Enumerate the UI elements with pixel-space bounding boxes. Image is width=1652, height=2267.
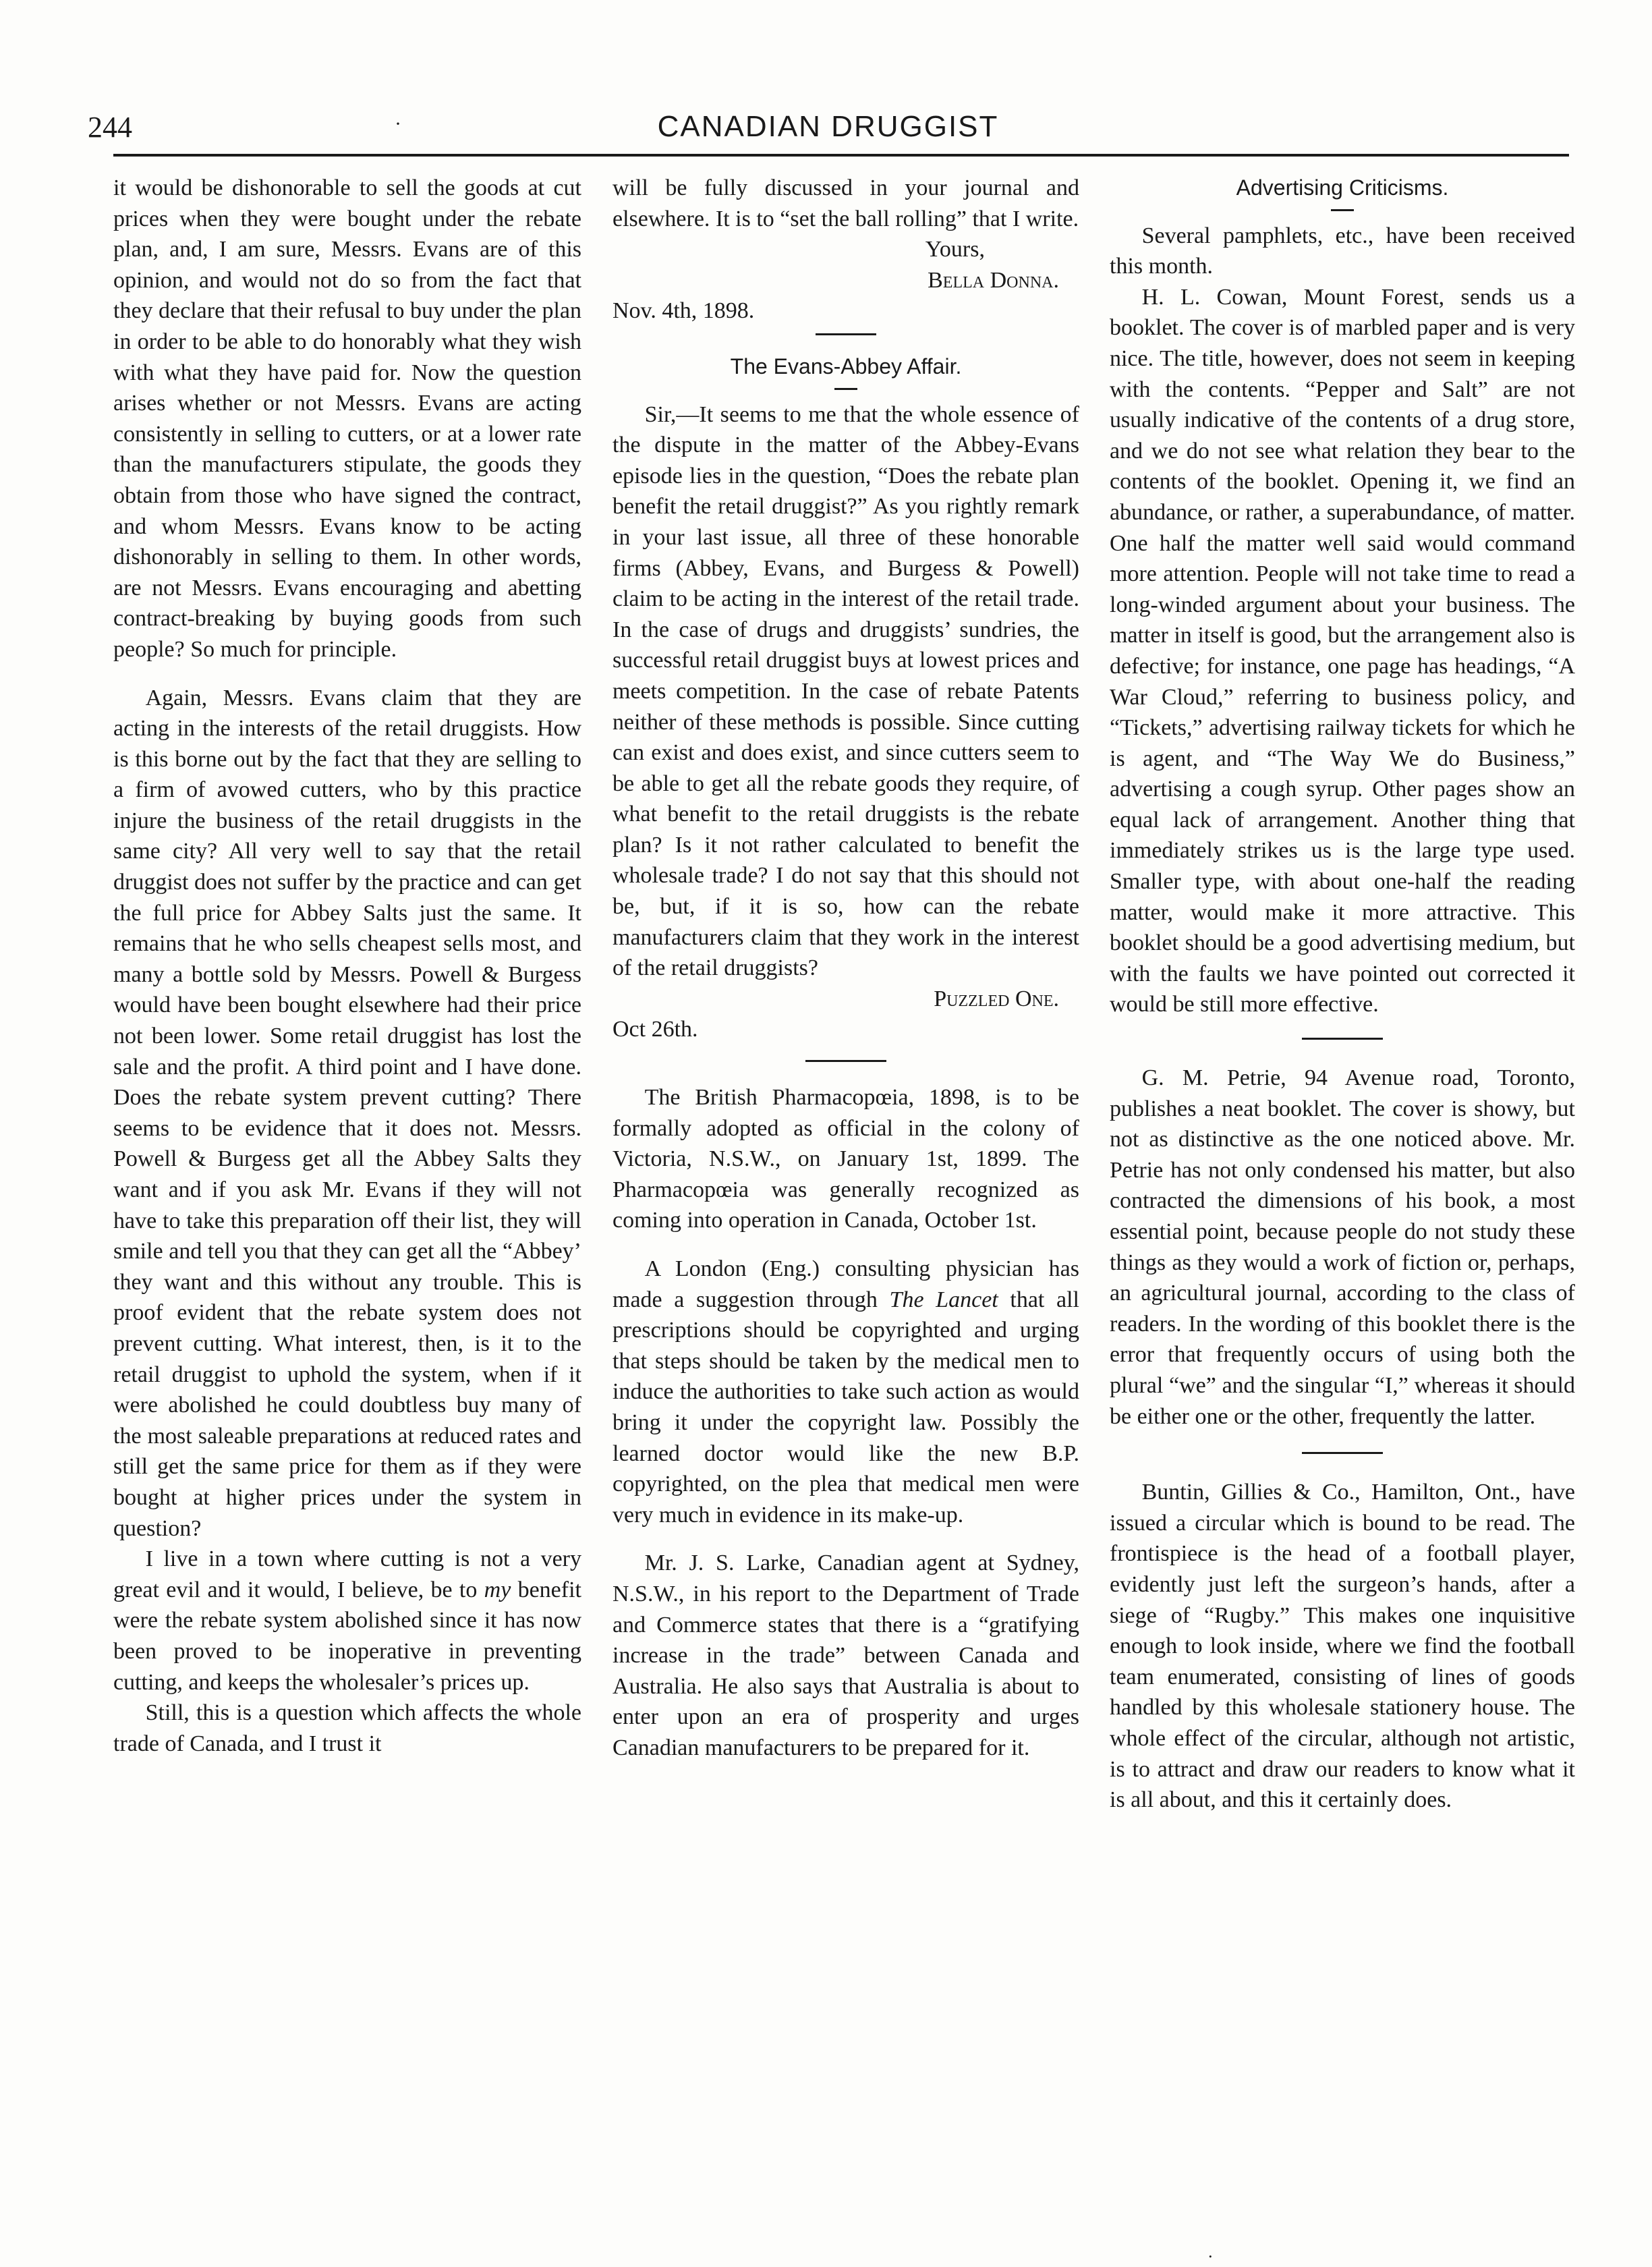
emphasis-the-lancet: The Lancet <box>889 1287 998 1312</box>
column-3 <box>1110 173 1575 1816</box>
header-rule <box>113 154 1569 157</box>
text-run: I live in a town where cutting is not a very great evil and it would, I believe, be to <box>113 1546 581 1602</box>
magazine-title: CANADIAN DRUGGIST <box>657 110 999 143</box>
emphasis-my: my <box>484 1577 511 1602</box>
letter-ending: will be fully discussed in your journal and elsewhere. It is to “set the ball rolling” that I write. <box>613 175 1079 231</box>
paragraph-i-live <box>113 1544 581 1698</box>
heading-rule <box>1331 209 1354 211</box>
paragraph-intro: Several pamphlets, etc., have been received this month. <box>1110 223 1575 279</box>
paragraph-still: Still, this is a question which affects the whole trade of Canada, and I trust it <box>113 1700 581 1756</box>
page-header <box>88 105 1568 152</box>
paragraph-london-physician <box>613 1254 1079 1530</box>
text-run: benefit were the rebate system abolished since it has now been proved to be inoperative in preventing cutting, and keeps the wholesaler’s prices up. <box>113 1577 581 1695</box>
divider <box>805 1060 886 1062</box>
divider <box>816 333 876 335</box>
column-2 <box>613 173 1079 1764</box>
paragraph-again: Again, Messrs. Evans claim that they are acting in the interests of the retail druggists. How is this borne out by the fact that they are selling to a firm of avowed cutters, who by this practice injure the business of the retail druggists in the same city? All very well to say that the retail druggist does not suffer by the practice and can get the full price for Abbey Salts just the same. It remains that he who sells cheapest sells most, and many a bottle sold by Messrs. Powell & Burgess would have been bought elsewhere had their price not been lower. Some retail druggist has lost the sale and the profit. A third point and I have done. Does the rebate system prevent cutting? There seems to be evidence that it does not. Messrs. Powell & Burgess get all the Abbey Salts they want and if you ask Mr. Evans if they will not have to take this preparation off their list, they will smile and tell you that they can get all the “Abbey’ they want and this without any trouble. This is proof evident that the rebate system does not prevent cutting. What interest, then, is it to the retail druggist to uphold the system, when if it were abolished he could doubtless buy many of the most saleable preparations at reduced rates and still get the same price for them as if they were bought at higher prices under the system in question? <box>113 685 581 1541</box>
letter-closing: Yours, <box>925 237 985 262</box>
paragraph-petrie: G. M. Petrie, 94 Avenue road, Toronto, publishes a neat booklet. The cover is showy, but not as distinctive as the one noticed above. Mr. Petrie has not only condensed his matter, but also contracted the dimensions of his book, a most essential point, because people do not study these things as they would a work of fiction or, perhaps, an agricultural journal, according to the class of readers. In the wording of this booklet there is the error that frequently occurs of using both the plural “we” and the singular “I,” whereas it should be either one or the other, frequently the latter. <box>1110 1065 1575 1429</box>
letter-evans-abbey: Sir,—It seems to me that the whole essence of the dispute in the matter of the Abbey-Evans episode lies in the question, “Does the rebate plan benefit the retail druggist?” As you rightly remark in your last issue, all three of these honorable firms (Abbey, Evans, and Burgess & Powell) claim to be acting in the interest of the retail trade. In the case of drugs and druggists’ sundries, the successful retail druggist buys at lowest prices and meets competition. In the case of rebate Patents neither of these methods is possible. Since cutting can exist and does exist, and since cutters seem to be able to get all the rebate goods they require, of what benefit to the retail druggists is the rebate plan? Is it not rather calculated to benefit the wholesale trade? I do not say that this should not be, but, if it is so, how can the rebate manufacturers claim that they work in the interest of the retail druggists? <box>613 401 1079 981</box>
heading-rule <box>834 388 857 390</box>
letter-date: Oct 26th. <box>613 1017 698 1042</box>
divider <box>1302 1038 1383 1040</box>
footer-mark: · <box>1207 2247 1214 2266</box>
paragraph-buntin: Buntin, Gillies & Co., Hamilton, Ont., have issued a circular which is bound to be read. The frontispiece is the head of a football player, evidently just left the surgeon’s hands, after a siege of “Rugby.” This makes one inquisitive enough to look inside, where we find the football team enumerated, consisting of lines of goods handled by this wholesale stationery house. The whole effect of the circular, although not artistic, is to attract and draw our readers to know what it is all about, and this it certainly does. <box>1110 1480 1575 1813</box>
column-1 <box>113 173 581 1759</box>
divider <box>1302 1452 1383 1454</box>
letter-date: Nov. 4th, 1898. <box>613 298 755 324</box>
paragraph-continued: it would be dishonorable to sell the goods at cut prices when they were bought under the rebate plan, and, I am sure, Messrs. Evans are of this opinion, and would not do so from the fact that they declare that their refusal to buy under the plan in order to be able to do honorably what they wish with what they have paid for. Now the question arises whether or not Messrs. Evans are acting consistently in selling to cutters, or at a lower rate than the manufacturers stipulate, the goods they obtain from those who have signed the contract, and whom Messrs. Evans know to be acting dishonorably in selling to them. In other words, are not Messrs. Evans encouraging and abetting contract-breaking by buying goods from such people? So much for principle. <box>113 175 581 662</box>
paragraph-cowan: H. L. Cowan, Mount Forest, sends us a booklet. The cover is of marbled paper and is very nice. The title, however, does not seem in keeping with the contents. “Pepper and Salt” are not usually indicative of the contents of a drug store, and we do not see what relation they bear to the contents of the booklet. Opening it, we find an abundance, or rather, a superabundance, of matter. One half the matter well said would command more attention. People will not take time to read a long-winded argument about your business. The matter in itself is good, but the arrangement also is defective; for instance, one page has headings, “A War Cloud,” referring to business policy, and “Tickets,” advertising railway tickets for which he is agent, and “The Way We do Business,” advertising a cough syrup. Other pages show an equal lack of arrangement. Another thing that immediately strikes us is the large type used. Smaller type, with about one-half the reading matter, would make it more attractive. This booklet should be a good advertising medium, but with the faults we have pointed out corrected it would be still more effective. <box>1110 284 1575 1017</box>
page-number: 244 <box>88 111 132 144</box>
header-dot: · <box>395 113 401 135</box>
paragraph-larke: Mr. J. S. Larke, Canadian agent at Sydney, N.S.W., in his report to the Department of Trade and Commerce states that there is a “gratifying increase in the trade” between Canada and Australia. He also says that Australia is about to enter upon an era of prosperity and urges Canadian manufacturers to be prepared for it. <box>613 1550 1079 1760</box>
signature-puzzled-one: Puzzled One. <box>934 986 1059 1011</box>
section-heading-advertising-criticisms: Advertising Criticisms. <box>1236 175 1449 200</box>
signature-bella-donna: Bella Donna. <box>928 267 1059 293</box>
text-run: that all prescriptions should be copyrighted and urging that steps should be taken by the medical men to induce the authorities to take such action as would bring it under the copyright law. Possibly the learned doctor would like the new B.P. copyrighted, on the plea that medical men were very much in evidence in its make-up. <box>613 1287 1080 1528</box>
section-heading-evans-abbey: The Evans-Abbey Affair. <box>730 354 962 379</box>
paragraph-british-pharmacopoeia: The British Pharmacopœia, 1898, is to be formally adopted as official in the colony of Victoria, N.S.W., on January 1st, 1899. The Pharmacopœia was generally recognized as coming into operation in Canada, October 1st. <box>613 1085 1079 1233</box>
text-run: A London (Eng.) consulting physician has made a suggestion through <box>613 1256 1079 1312</box>
